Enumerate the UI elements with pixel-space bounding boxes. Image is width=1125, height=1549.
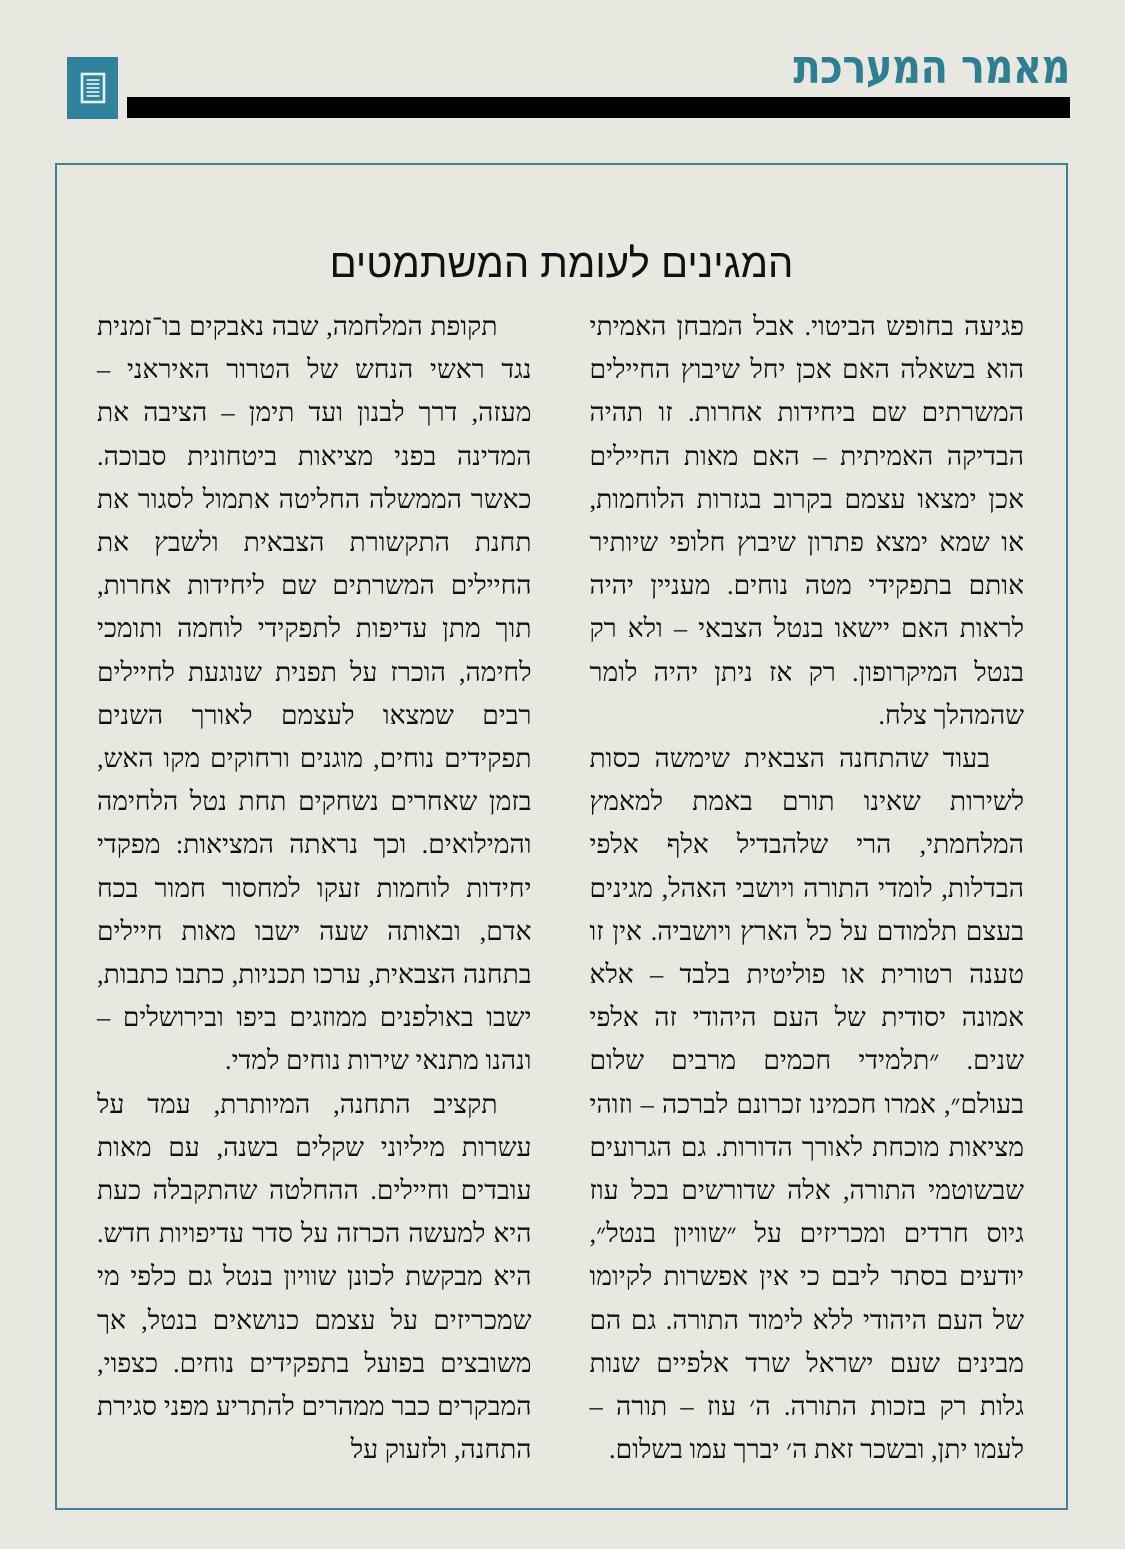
- article-title: המגינים לעומת המשתמטים: [329, 241, 794, 286]
- header-rule-bar: [127, 97, 1070, 118]
- article-frame: [55, 163, 1068, 1510]
- document-lines-icon: [80, 72, 106, 104]
- paragraph: פגיעה בחופש הביטוי. אבל המבחן האמיתי הוא בשאלה האם אכן יחל שיבוץ החיילים המשרתים שם ביחידות אחרות. זו תהיה הבדיקה האמיתית – האם מאות החיילים אכן ימצאו עצמם בקרוב בגזרות הלוחמות, או שמא ימצא פתרון שיבוץ חלופי שיותיר אותם בתפקידי מטה נוחים. מעניין יהיה לראות האם יישאו בנטל הצבאי – ולא רק בנטל המיקרופון. רק אז ניתן יהיה לומר שהמהלך צלח.: [589, 311, 1024, 730]
- article-columns: [97, 305, 1024, 1490]
- page-header: [0, 0, 1125, 140]
- section-title: מאמר המערכת: [793, 40, 1070, 95]
- section-icon-box: [67, 57, 118, 119]
- paragraph: תקופת המלחמה, שבה נאבקים בו־זמנית נגד ראשי הנחש של הטרור האיראני – מעזה, דרך לבנון ועד תימן – הציבה את המדינה בפני מציאות ביטחונית סבוכה. כאשר הממשלה החליטה אתמול לסגור את תחנת התקשורת הצבאית ולשבץ את החיילים המשרתים שם ליחידות אחרות, תוך מתן עדיפות לתפקידי לוחמה ותומכי לחימה, הוכרז על תפנית שנוגעת לחיילים רבים שמצאו לעצמם לאורך השנים תפקידים נוחים, מוגנים ורחוקים מקו האש, בזמן שאחרים נשחקים תחת נטל הלחימה והמילואים. וכך נראתה המציאות: מפקדי יחידות לוחמות זעקו למחסור חמור בכח אדם, ובאותה שעה ישבו מאות חיילים בתחנה הצבאית, ערכו תכניות, כתבו כתבות, ישבו באולפנים ממוזגים ביפו ובירושלים – ונהנו מתנאי שירות נוחים למדי.: [97, 311, 532, 1076]
- paragraph: בעוד שהתחנה הצבאית שימשה כסות לשירות שאינו תורם באמת למאמץ המלחמתי, הרי שלהבדיל אלף אלפי הבדלות, לומדי התורה ויושבי האהל, מגינים בעצם תלמודם על כל הארץ ויושביה. אין זו טענה רטורית או פוליטית בלבד – אלא אמונה יסודית של העם היהודי זה אלפי שנים. ״תלמידי חכמים מרבים שלום בעולם״, אמרו חכמינו זכרונם לברכה – וזוהי מציאות מוכחת לאורך הדורות. גם הגרועים שבשוטמי התורה, אלה שדורשים בכל עוז גיוס חרדים ומכריזים על ״שוויון בנטל״, יודעים בסתר ליבם כי אין אפשרות לקיומו של העם היהודי ללא לימוד התורה. גם הם מבינים שעם ישראל שרד אלפיים שנות גלות רק בזכות התורה. ה׳ עוז – תורה – לעמו יתן, ובשכר זאת ה׳ יברך עמו בשלום.: [589, 743, 1024, 1465]
- article-column-left: [590, 305, 1025, 1490]
- article-column-right: [97, 305, 532, 1490]
- paragraph: תקציב התחנה, המיותרת, עמד על עשרות מיליוני שקלים בשנה, עם מאות עובדים וחיילים. ההחלטה שהתקבלה כעת היא למעשה הכרזה על סדר עדיפויות חדש. היא מבקשת לכונן שוויון בנטל גם כלפי מי שמכריזים על עצמם כנושאים בנטל, אך משובצים בפועל בתפקידים נוחים. כצפוי, המבקרים כבר ממהרים להתריע מפני סגירת התחנה, ולזעוק על: [97, 1088, 532, 1465]
